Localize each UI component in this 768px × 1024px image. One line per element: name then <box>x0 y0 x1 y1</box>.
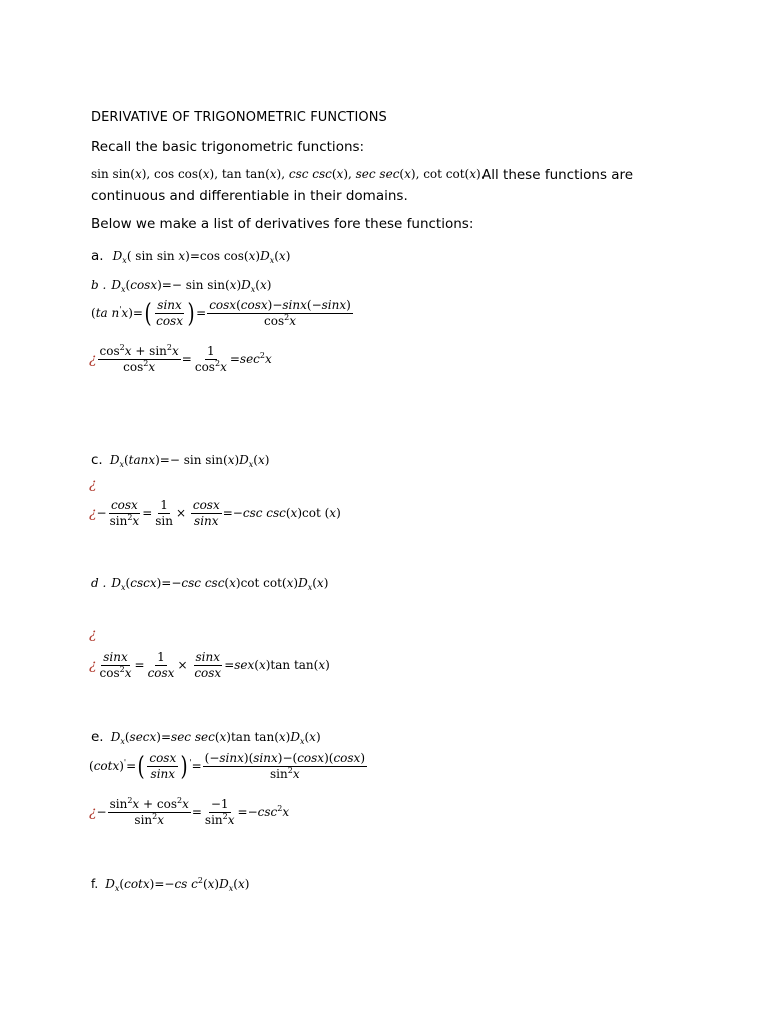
item-e: e. $D_x(\sec x)=\sec$ sec(x)tan $\tan(x)D_x(x)$ <box>91 729 321 746</box>
red-glyph: ¿ <box>89 626 97 642</box>
label-d: d . <box>91 576 107 590</box>
continuous-text: All these functions are <box>482 167 634 183</box>
item-c: c. $D_x(\tan x)=- \sin \sin(x)D_x(x)$ <box>91 452 270 469</box>
equation-c2: ¿− $\frac{\cos x}{\sin^2x}$ = $\frac{1}{\sin}$ × $\frac{\cos x}{\sin x}$ =−csc csc(x)cot (x) <box>89 498 341 529</box>
function-list: sin sin(x), cos cos(x), tan tan(x), csc csc(x), sec sec(x), cot cot(x). <box>91 167 485 181</box>
recall-text: Recall the basic trigonometric functions: <box>91 139 365 155</box>
label-e: e. <box>91 729 104 745</box>
label-a: a. <box>91 248 104 264</box>
continuous-text-2: continuous and differentiable in their domains. <box>91 188 408 204</box>
red-glyph: ¿ <box>89 351 97 368</box>
red-glyph: ¿ <box>89 505 97 522</box>
red-glyph: ¿ <box>89 476 97 492</box>
item-d: d . $D_x(\csc x)=-\csc$ csc(x)cot $\cot(x)D_x(x)$ <box>91 576 329 592</box>
below-text: Below we make a list of derivatives fore these functions: <box>91 216 474 232</box>
item-b: b . $D_x(\cos x)=- \sin \sin(x)D_x(x)$ <box>91 278 272 294</box>
equation-b2: (ta n'x)=( $\frac{\sin x}{\cos x}$ ) = $\frac{\cos x(\cos x)-\sin x(-\sin x)}{\cos^2x}$ <box>91 298 351 329</box>
equation-b3: ¿ $\frac{\cos^2x + \sin^2x}{\cos^2x}$ = $\frac{1}{\cos^2x}$ $=\sec^2x$ <box>89 343 272 375</box>
label-f: f. <box>91 877 99 891</box>
red-glyph: ¿ <box>89 657 97 674</box>
label-b: b . <box>91 278 107 292</box>
item-a: a. $D_x$( sin sin x)=cos $\cos(x)D_x(x)$ <box>91 248 291 265</box>
equation-e2: (cotx)'=( $\frac{\cos x}{\sin x}$ ) '= $\frac{(-\sin x)(\sin x)-(\cos x)(\cos x)}{\sin^2x}$ <box>89 751 365 782</box>
item-f: f. $D_x(\cot x)=-cs$ $c^2(x)D_x(x)$ <box>91 876 250 893</box>
red-glyph: ¿ <box>89 804 97 821</box>
label-c: c. <box>91 452 103 468</box>
page-title: DERIVATIVE OF TRIGONOMETRIC FUNCTIONS <box>91 110 387 125</box>
equation-d2: ¿ $\frac{\sin x}{\cos^2x}$ = $\frac{1}{\cos x}$ × $\frac{\sin x}{\cos x}$ =sex(x)tan tan(x) <box>89 650 330 681</box>
equation-e3: ¿− $\frac{\sin^2x + \cos^2x}{\sin^2x}$ = $\frac{-1}{\sin^2x}$ $=-\csc^2x$ <box>89 796 290 828</box>
